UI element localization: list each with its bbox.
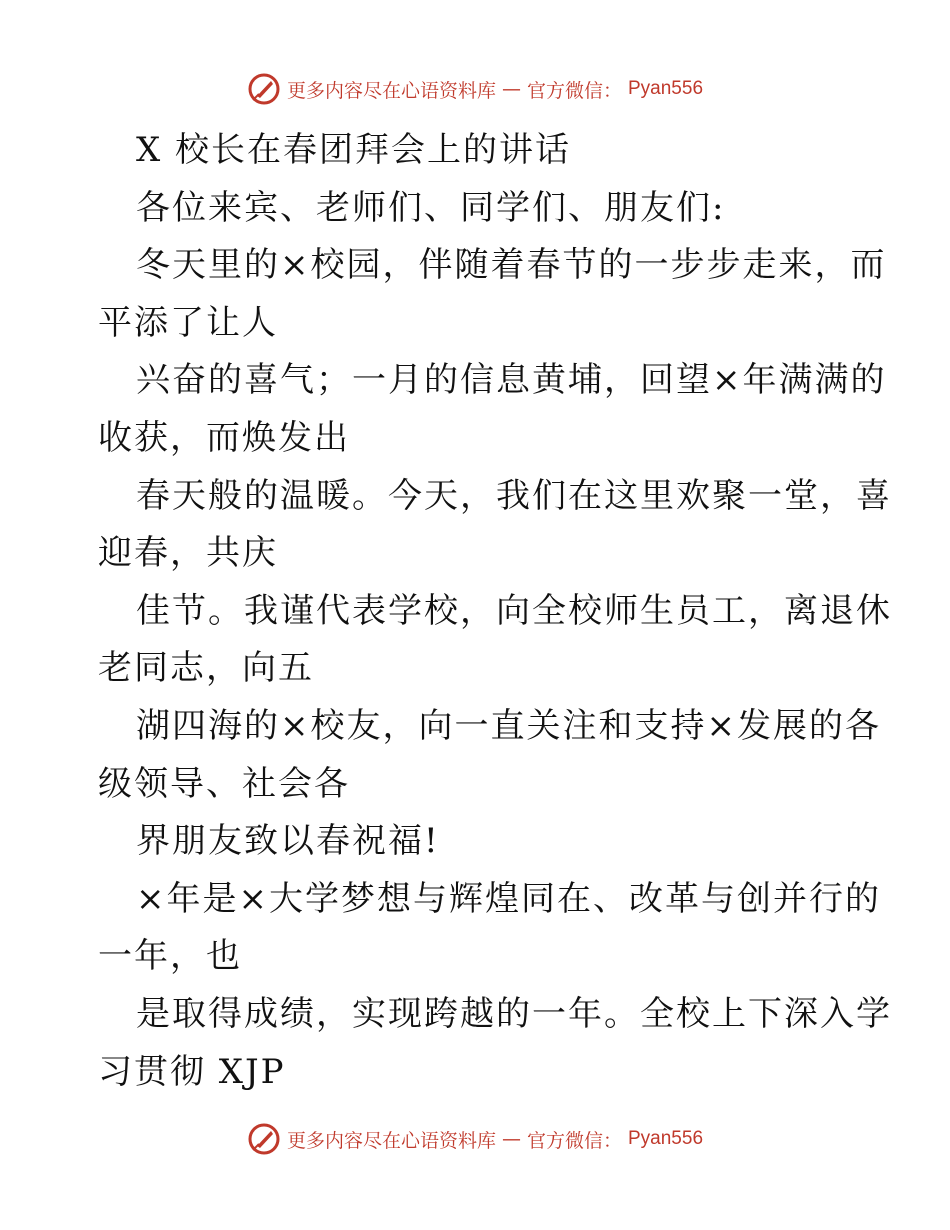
paragraph-line: 平添了让人: [98, 302, 278, 343]
banner-text: 更多内容尽在心语资料库: [286, 1129, 496, 1152]
banner-account-label: 官方微信：: [526, 79, 622, 102]
paragraph-line: 湖四海的×校友，向一直关注和支持×发展的各: [136, 705, 881, 746]
paragraph-line: 冬天里的×校园，伴随着春节的一步步走来，而: [136, 245, 887, 286]
paragraph-line: 是取得成绩，实现跨越的一年。全校上下深入学: [136, 993, 892, 1034]
paragraph-line: 一年，也: [98, 936, 242, 977]
paragraph-line: 界朋友致以春祝福!: [136, 821, 440, 862]
paragraph-line: 级领导、社会各: [98, 763, 350, 804]
paragraph-line: ×年是×大学梦想与辉煌同在、改革与创并行的: [136, 878, 881, 919]
salutation: 各位来宾、老师们、同学们、朋友们:: [136, 187, 726, 228]
banner-account-label: 官方微信：: [526, 1129, 622, 1152]
banner-account-id: Pyan556: [628, 78, 704, 99]
paragraph-line: 老同志，向五: [98, 648, 314, 689]
paragraph-line: 佳节。我谨代表学校，向全校师生员工，离退休: [136, 590, 892, 631]
banner-account-id: Pyan556: [628, 1128, 704, 1149]
banner-separator: —: [501, 1128, 521, 1150]
document-title: X 校长在春团拜会上的讲话: [136, 130, 572, 170]
paragraph-line: 迎春，共庆: [98, 533, 278, 574]
document-body: [98, 122, 892, 1101]
quill-logo-icon: [247, 1122, 281, 1156]
paragraph-line: 兴奋的喜气；一月的信息黄埔，回望×年满满的: [136, 360, 887, 401]
banner-text: 更多内容尽在心语资料库: [286, 79, 496, 102]
paragraph-line: 收获，而焕发出: [98, 417, 350, 458]
footer-watermark-banner: [0, 1122, 950, 1156]
banner-separator: —: [501, 78, 521, 100]
header-watermark-banner: [0, 72, 950, 106]
quill-logo-icon: [247, 72, 281, 106]
paragraph-line: 春天般的温暖。今天，我们在这里欢聚一堂，喜: [136, 475, 892, 516]
paragraph-line: 习贯彻 XJP: [98, 1051, 286, 1092]
